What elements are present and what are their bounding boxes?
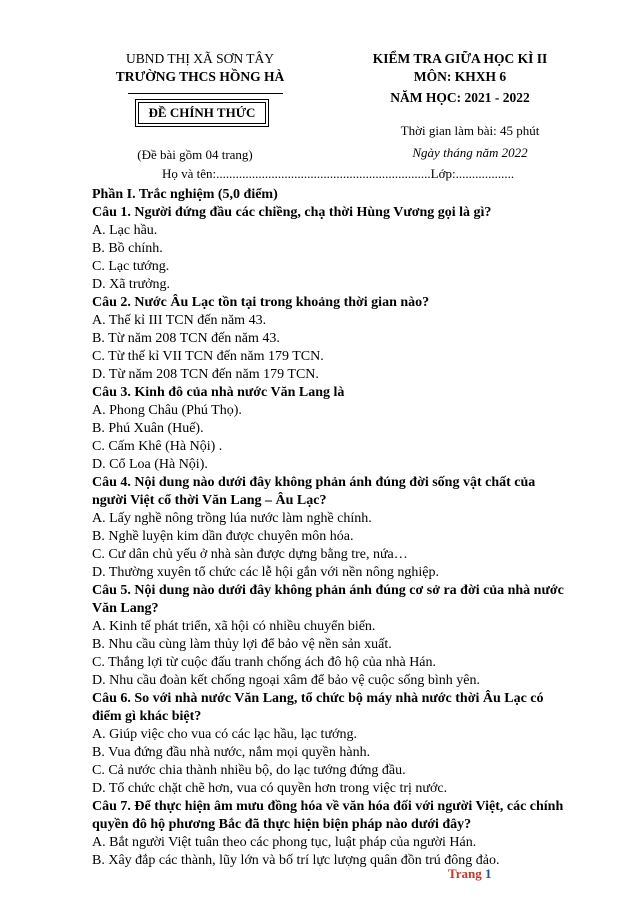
answer-option: A. Bắt người Việt tuân theo các phong tục, luật pháp của người Hán. bbox=[92, 835, 477, 850]
question-text: Câu 2. Nước Âu Lạc tồn tại trong khoảng thời gian nào? bbox=[92, 295, 430, 310]
answer-option: A. Lấy nghề nông trồng lúa nước làm nghề chính. bbox=[92, 511, 372, 526]
header-left bbox=[100, 50, 300, 86]
answer-option: B. Nhu cầu cùng làm thủy lợi để bảo vệ nền sản xuất. bbox=[92, 637, 392, 652]
answer-option: B. Bồ chính. bbox=[92, 241, 163, 256]
question-block bbox=[92, 690, 572, 798]
question-block bbox=[92, 582, 572, 690]
answer-option: C. Cả nước chia thành nhiều bộ, do lạc tướng đứng đầu. bbox=[92, 763, 406, 778]
authority-name: UBND THỊ XÃ SƠN TÂY bbox=[125, 51, 274, 66]
answer-option: C. Thắng lợi từ cuộc đấu tranh chống ách đô hộ của nhà Hán. bbox=[92, 655, 437, 670]
question-text: Câu 1. Người đứng đầu các chiềng, chạ thời Hùng Vương gọi là gì? bbox=[92, 205, 492, 220]
question-block bbox=[92, 204, 572, 294]
time-note: Thời gian làm bài: 45 phút bbox=[400, 123, 540, 138]
answer-option: B. Xây đắp các thành, lũy lớn và bố trí lực lượng quân đồn trú đông đảo. bbox=[92, 853, 500, 868]
answer-option: A. Kinh tế phát triển, xã hội có nhiều chuyển biến. bbox=[92, 619, 376, 634]
answer-option: D. Thường xuyên tổ chức các lễ hội gắn với nền nông nghiệp. bbox=[92, 565, 439, 580]
question-text: Câu 7. Để thực hiện âm mưu đồng hóa về văn hóa đối với người Việt, các chính quyền đô hộ phương Bắc đã thực hiện biện pháp nào dưới đây? bbox=[92, 799, 564, 832]
answer-option: B. Phú Xuân (Huế). bbox=[92, 421, 204, 436]
official-stamp-box: ĐỀ CHÍNH THỨC bbox=[138, 102, 266, 124]
question-text: Câu 5. Nội dung nào dưới đây không phản ánh đúng cơ sở ra đời của nhà nước Văn Lang? bbox=[92, 583, 564, 616]
date-note: Ngày tháng năm 2022 bbox=[412, 145, 528, 160]
answer-option: A. Giúp việc cho vua có các lạc hầu, lạc tướng. bbox=[92, 727, 357, 742]
page-footer bbox=[448, 866, 491, 882]
answer-option: D. Xã trưởng. bbox=[92, 277, 170, 292]
question-text: Câu 3. Kinh đô của nhà nước Văn Lang là bbox=[92, 385, 345, 400]
answer-option: A. Thế kỉ III TCN đến năm 43. bbox=[92, 313, 267, 328]
school-name: TRƯỜNG THCS HỒNG HÀ bbox=[115, 69, 285, 84]
answer-option: D. Từ năm 208 TCN đến năm 179 TCN. bbox=[92, 367, 319, 382]
answer-option: D. Nhu cầu đoàn kết chống ngoại xâm để bảo vệ cuộc sống bình yên. bbox=[92, 673, 481, 688]
student-name-line: Họ và tên:..................................................................Lớp:.................. bbox=[162, 166, 515, 181]
header-underline bbox=[128, 93, 283, 94]
exam-subject: MÔN: KHXH 6 bbox=[413, 69, 507, 84]
exam-title: KIỂM TRA GIỮA HỌC KÌ II bbox=[372, 51, 548, 66]
question-block bbox=[92, 798, 572, 870]
answer-option: B. Từ năm 208 TCN đến năm 43. bbox=[92, 331, 280, 346]
answer-option: B. Vua đứng đầu nhà nước, nắm mọi quyền hành. bbox=[92, 745, 371, 760]
section-title: Phần I. Trắc nghiệm (5,0 điểm) bbox=[92, 187, 278, 202]
exam-content bbox=[92, 186, 572, 870]
page-label: Trang bbox=[448, 866, 482, 881]
answer-option: C. Cấm Khê (Hà Nội) . bbox=[92, 439, 223, 454]
header-right bbox=[360, 50, 560, 107]
page-number: 1 bbox=[484, 866, 492, 881]
school-year: NĂM HỌC: 2021 - 2022 bbox=[390, 90, 530, 105]
question-block bbox=[92, 294, 572, 384]
answer-option: D. Tổ chức chặt chẽ hơn, vua có quyền hơn trong việc trị nước. bbox=[92, 781, 448, 796]
pages-note: (Đề bài gồm 04 trang) bbox=[137, 147, 253, 162]
answer-option: D. Cổ Loa (Hà Nội). bbox=[92, 457, 208, 472]
answer-option: C. Lạc tướng. bbox=[92, 259, 170, 274]
answer-option: B. Nghề luyện kim dần được chuyên môn hóa. bbox=[92, 529, 354, 544]
question-block bbox=[92, 474, 572, 582]
question-text: Câu 4. Nội dung nào dưới đây không phản ánh đúng đời sống vật chất của người Việt cổ thời Văn Lang – Âu Lạc? bbox=[92, 475, 536, 508]
answer-option: A. Phong Châu (Phú Thọ). bbox=[92, 403, 242, 418]
question-text: Câu 6. So với nhà nước Văn Lang, tổ chức bộ máy nhà nước thời Âu Lạc có điểm gì khác biệt? bbox=[92, 691, 544, 724]
answer-option: A. Lạc hầu. bbox=[92, 223, 158, 238]
answer-option: C. Từ thế kỉ VII TCN đến năm 179 TCN. bbox=[92, 349, 324, 364]
answer-option: C. Cư dân chủ yếu ở nhà sàn được dựng bằng tre, nứa… bbox=[92, 547, 408, 562]
question-block bbox=[92, 384, 572, 474]
